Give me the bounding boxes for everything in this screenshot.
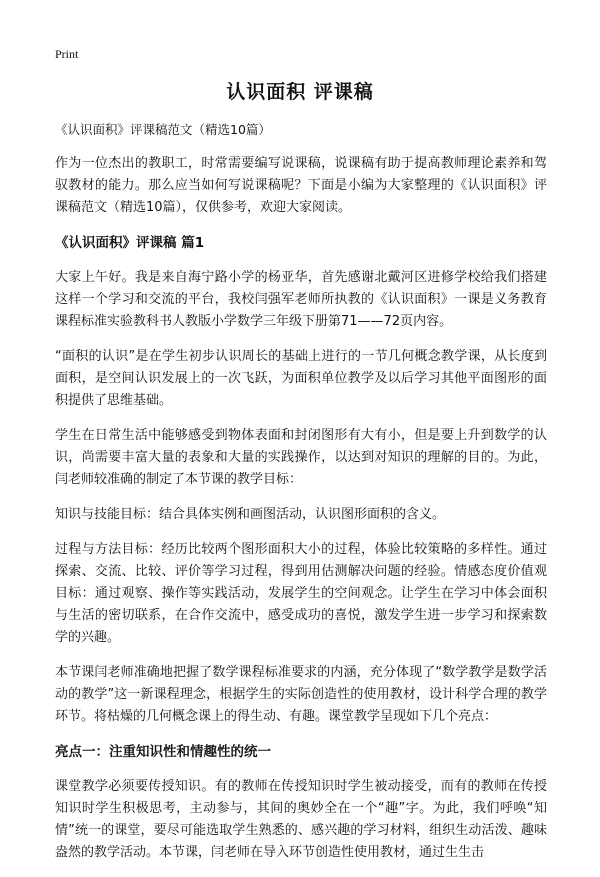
intro-paragraph: 作为一位杰出的教职工，时常需要编写说课稿，说课稿有助于提高教师理论素养和驾驭教材的能力。那么应当如何写说课稿呢？下面是小编为大家整理的《认识面积》评课稿范文（精选10篇），仅供参考，欢迎大家阅读。 — [55, 156, 547, 215]
print-link[interactable]: Print — [55, 47, 79, 61]
paragraph: 知识与技能目标：结合具体实例和画图活动，认识图形面积的含义。 — [55, 507, 446, 522]
paragraph: 本节课闫老师准确地把握了数学课程标准要求的内涵，充分体现了“数学教学是数学活动的教学”这一新课程理念，根据学生的实际创造性的使用教材，设计科学合理的教学环节。将枯燥的几何概念课上的得生动、有趣。课堂教学呈现如下几个亮点： — [55, 665, 547, 724]
paragraph: 过程与方法目标：经历比较两个图形面积大小的过程，体验比较策略的多样性。通过探索、交流、比较、评价等学习过程，得到用估测解决问题的经验。情感态度价值观目标：通过观察、操作等实践活动，发展学生的空间观念。让学生在学习中体会面积与生活的密切联系，在合作交流中，感受成功的喜悦，激发学生进一步学习和探索数学的兴趣。 — [55, 542, 547, 645]
section-heading: 《认识面积》评课稿 篇1 — [55, 235, 205, 251]
paragraph: 学生在日常生活中能够感受到物体表面和封闭图形有大有小，但是要上升到数学的认识，尚需要丰富大量的表象和大量的实践操作，以达到对知识的理解的目的。为此，闫老师较准确的制定了本节课的教学目标： — [55, 428, 547, 487]
page-title: 认识面积 评课稿 — [226, 81, 374, 103]
document-subtitle: 《认识面积》评课稿范文（精选10篇） — [55, 122, 271, 137]
paragraph: 课堂教学必须要传授知识。有的教师在传授知识时学生被动接受，而有的教师在传授知识时学生积极思考，主动参与，其间的奥妙全在一个“趣”字。为此，我们呼唤“知情”统一的课堂，要尽可能选取学生熟悉的、感兴趣的学习材料，组织生动活泼、趣味盎然的教学活动。本节课，闫老师在导入环节创造性使用教材，通过生生击 — [55, 779, 547, 860]
paragraph: 大家上午好。我是来自海宁路小学的杨亚华，首先感谢北戴河区进修学校给我们搭建这样一个学习和交流的平台，我校闫强军老师所执教的《认识面积》一课是义务教育课程标准实验教科书人教版小学数学三年级下册第71——72页内容。 — [55, 270, 547, 329]
paragraph: “面积的认识”是在学生初步认识周长的基础上进行的一节几何概念教学课，从长度到面积，是空间认识发展上的一次飞跃，为面积单位教学及以后学习其他平面图形的面积提供了思维基础。 — [55, 349, 547, 408]
document-body — [55, 120, 547, 877]
highlight-heading: 亮点一：注重知识性和情趣性的统一 — [55, 744, 271, 760]
